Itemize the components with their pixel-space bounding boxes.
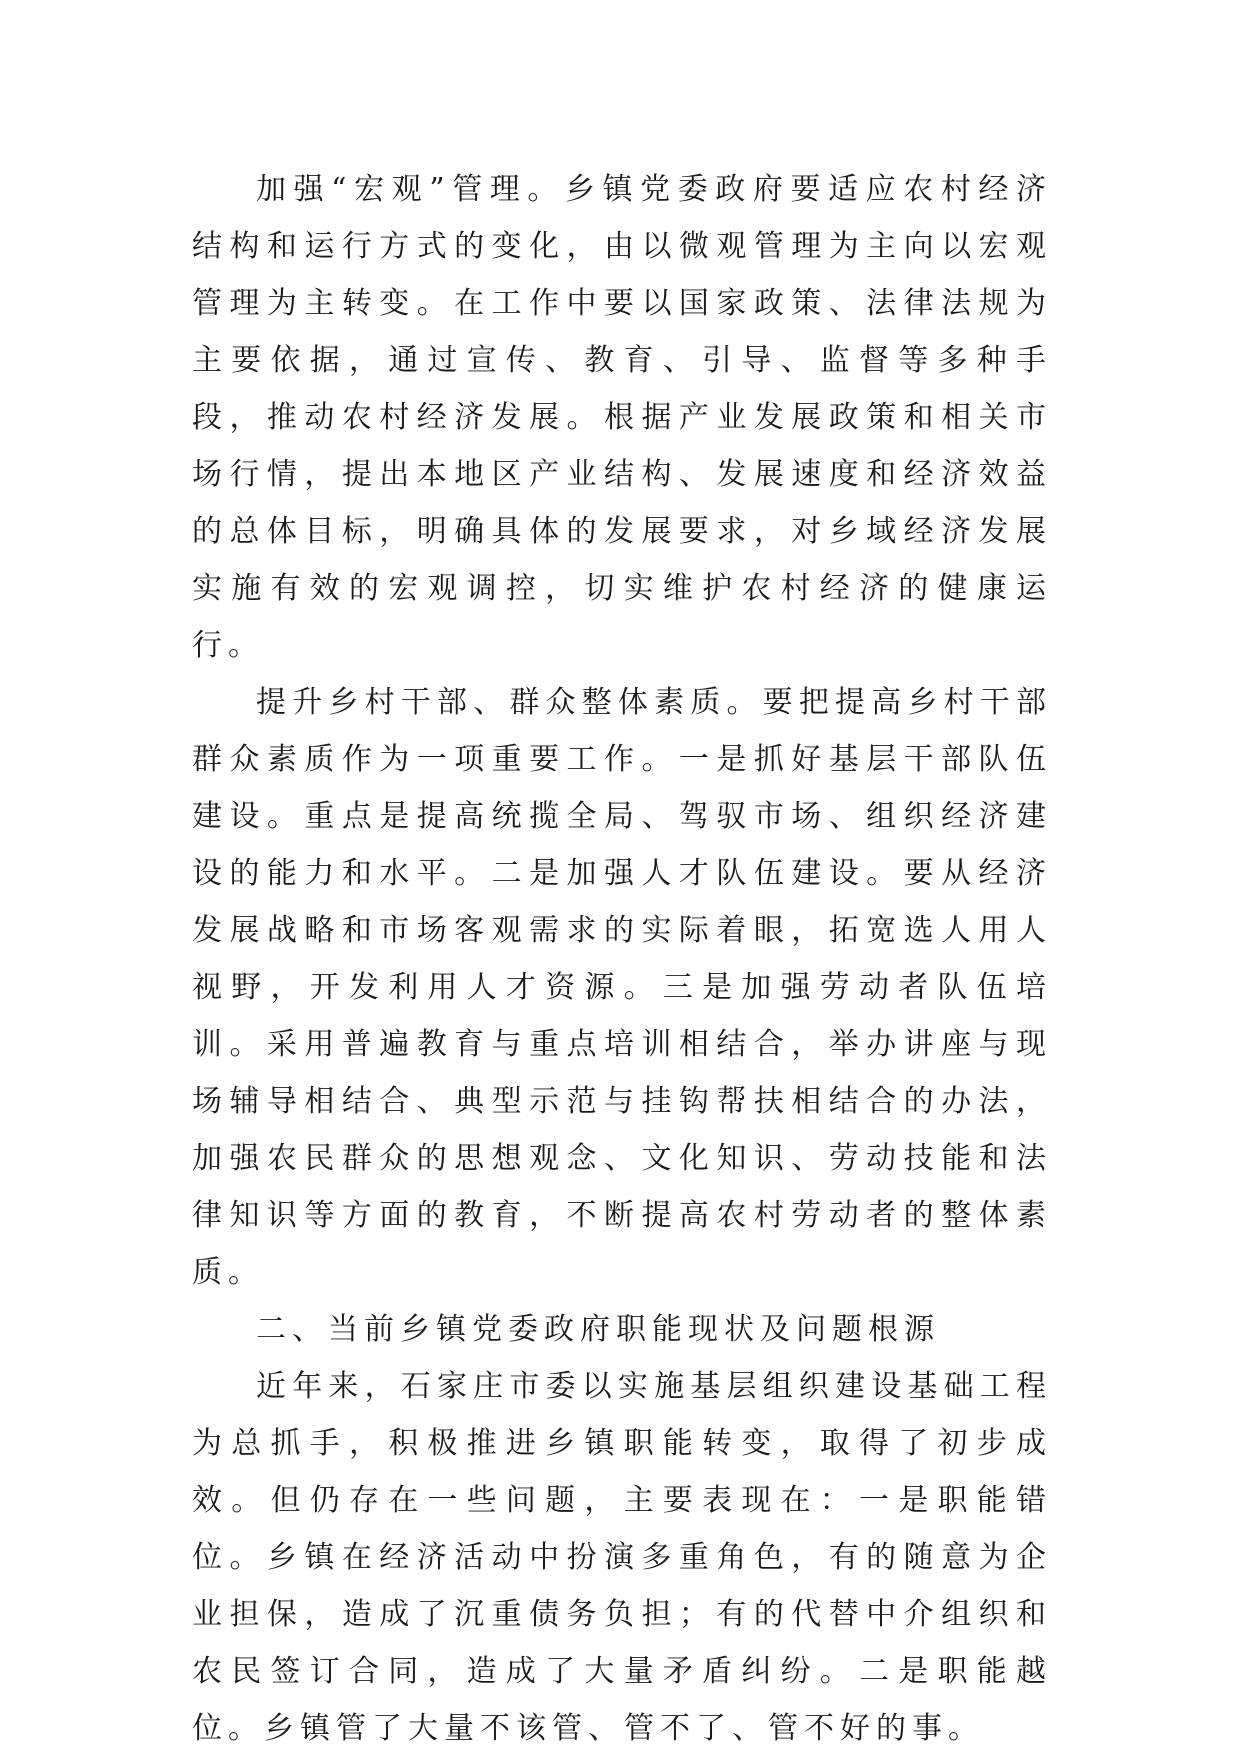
document-body	[192, 161, 1052, 1757]
paragraph-recent-years: 近年来，石家庄市委以实施基层组织建设基础工程为总抓手，积极推进乡镇职能转变，取得了初步成效。但仍存在一些问题，主要表现在：一是职能错位。乡镇在经济活动中扮演多重角色，有的随意为企业担保，造成了沉重债务负担；有的代替中介组织和农民签订合同，造成了大量矛盾纠纷。二是职能越位。乡镇管了大量不该管、管不了、管不好的事。	[192, 1369, 1052, 1746]
section-heading: 二、当前乡镇党委政府职能现状及问题根源	[256, 1312, 940, 1347]
paragraph-macro-management: 加强“宏观”管理。乡镇党委政府要适应农村经济结构和运行方式的变化，由以微观管理为主向以宏观管理为主转变。在工作中要以国家政策、法律法规为主要依据，通过宣传、教育、引导、监督等多种手段，推动农村经济发展。根据产业发展政策和相关市场行情，提出本地区产业结构、发展速度和经济效益的总体目标，明确具体的发展要求，对乡域经济发展实施有效的宏观调控，切实维护农村经济的健康运行。	[192, 172, 1052, 663]
paragraph-quality-improvement: 提升乡村干部、群众整体素质。要把提高乡村干部群众素质作为一项重要工作。一是抓好基层干部队伍建设。重点是提高统揽全局、驾驭市场、组织经济建设的能力和水平。二是加强人才队伍建设。要从经济发展战略和市场客观需求的实际着眼，拓宽选人用人视野，开发利用人才资源。三是加强劳动者队伍培训。采用普遍教育与重点培训相结合，举办讲座与现场辅导相结合、典型示范与挂钩帮扶相结合的办法，加强农民群众的思想观念、文化知识、劳动技能和法律知识等方面的教育，不断提高农村劳动者的整体素质。	[192, 685, 1052, 1290]
